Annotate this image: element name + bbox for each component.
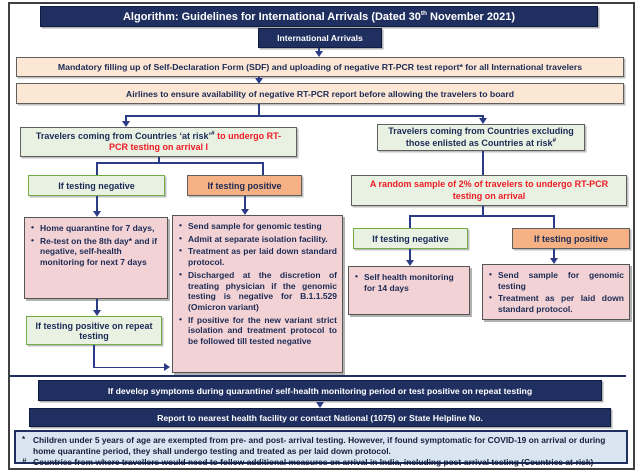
node-label: If testing positive [533, 233, 608, 244]
hash-superscript: # [210, 129, 215, 137]
list-item: • If positive for the new variant strict isolation and treatment protocol to be followed till tested negative [179, 313, 337, 347]
bullet-icon: • [31, 222, 34, 232]
node-excluding-countries [377, 124, 585, 151]
bullet-icon: • [31, 234, 34, 245]
list-item: • Admit at separate isolation facility. [179, 232, 328, 244]
list-item: • Send sample for genomic testing [179, 220, 322, 231]
node-at-risk-countries [20, 127, 297, 157]
node-left-if-positive [187, 175, 302, 196]
list-item: • Home quarantine for 7 days, [31, 222, 155, 233]
bullet-icon: • [179, 220, 182, 230]
connector-line [553, 249, 555, 258]
connector-line [96, 162, 98, 175]
node-label: Airlines to ensure availability of negative RT-PCR report before allowing the travelers to board [125, 88, 515, 99]
list-item: • Treatment as per laid down standard protocol. [489, 292, 624, 315]
node-label: International Arrivals [277, 33, 363, 43]
node-label: Travelers coming from Countries ‘at risk’# to undergo RT-PCR testing on arrival I [35, 129, 282, 152]
connector-line [553, 215, 555, 228]
asterisk-marker: * [22, 435, 26, 444]
list-item: • Send sample for genomic testing [489, 269, 624, 291]
hash-superscript: # [552, 136, 557, 144]
connector-line [262, 162, 264, 175]
connector-line [409, 249, 411, 260]
node-genomic-protocol [172, 215, 343, 373]
footnotes-box [14, 430, 628, 467]
page-title: Algorithm: Guidelines for International Arrivals (Dated 30th November 2021) [122, 9, 516, 23]
title-superscript: th [420, 9, 427, 17]
node-right-if-negative [353, 228, 468, 249]
node-label: Travelers coming from Countries excluding those enlisted as Countries at risk# [388, 126, 574, 148]
node-positive-on-repeat [26, 316, 162, 345]
node-label: If testing negative [372, 233, 449, 244]
footnote-text: Children under 5 years of age are exempted from pre- and post- arrival testing. However, if found symptomatic for COVID-19 on arrival or during home quarantine period, they shall undergo testing and treated as per laid down protocol. [33, 435, 606, 456]
connector-line [96, 162, 263, 164]
node-label: Report to nearest health facility or contact National (1075) or State Helpline No. [157, 412, 483, 423]
connector-line [244, 196, 246, 209]
connector-line [409, 215, 411, 228]
node-self-health-monitoring [348, 266, 470, 315]
node-home-quarantine [24, 217, 168, 299]
node-international-arrivals [258, 28, 382, 48]
list-item: • Re-test on the 8th day* and if negative, self-health monitoring for next 7 days [31, 234, 158, 268]
bullet-list [353, 272, 464, 293]
bullet-icon: • [179, 268, 182, 279]
connector-line [125, 115, 483, 117]
connector-line [96, 196, 98, 211]
node-label: If testing positive on repeat testing [35, 320, 153, 341]
connector-line [93, 345, 95, 368]
node-right-genomic [482, 264, 630, 320]
node-label-red: to undergo RT-PCR testing on arrival I [108, 130, 282, 152]
footnote-countries [22, 457, 620, 468]
connector-line [93, 367, 164, 369]
node-label: Mandatory filling up of Self-Declaration Form (SDF) and uploading of negative RT-PCR test report* for all International travelers [57, 62, 583, 72]
bullet-list [487, 270, 624, 315]
node-label: If develop symptoms during quarantine/ self-health monitoring period or test positive on repeat testing [107, 385, 533, 396]
node-sdf [16, 57, 624, 77]
bullet-icon: • [179, 232, 182, 243]
bullet-icon: • [179, 313, 182, 324]
node-random-sample [351, 175, 627, 206]
connector-line [482, 151, 484, 175]
list-item: • Discharged at the discretion of treating physician if the genomic testing is negative for B.1.1.529 (Omicron variant) [179, 268, 337, 312]
connector-line [409, 215, 554, 217]
node-label: If testing positive [207, 180, 282, 191]
footnote-children [22, 435, 620, 457]
bullet-list [177, 221, 337, 347]
node-left-if-negative [28, 175, 165, 196]
node-symptoms [38, 380, 602, 401]
bullet-icon: • [179, 245, 182, 256]
node-label-red: A random sample of 2% of travelers to undergo RT-PCR testing on arrival [369, 179, 609, 201]
bullet-icon: • [489, 269, 492, 279]
bullet-icon: • [489, 292, 492, 303]
divider-line [10, 375, 626, 377]
hash-marker: # [22, 456, 27, 466]
node-label: If testing negative [58, 180, 135, 191]
node-report-helpline [29, 408, 611, 427]
footnote-text: Countries from where travellers would need to follow additional measures on arrival in India, including post-arrival testing (Countries at-risk) [33, 456, 594, 467]
node-right-if-positive [512, 228, 630, 249]
list-item: • Self health monitoring for 14 days [355, 271, 454, 293]
arrow-right-icon [164, 363, 170, 371]
bullet-list [29, 223, 162, 268]
connector-line [96, 299, 98, 310]
node-airlines [16, 83, 624, 104]
bullet-icon: • [355, 271, 358, 281]
title-banner [40, 6, 598, 27]
list-item: • Treatment as per laid down standard protocol. [179, 245, 337, 268]
